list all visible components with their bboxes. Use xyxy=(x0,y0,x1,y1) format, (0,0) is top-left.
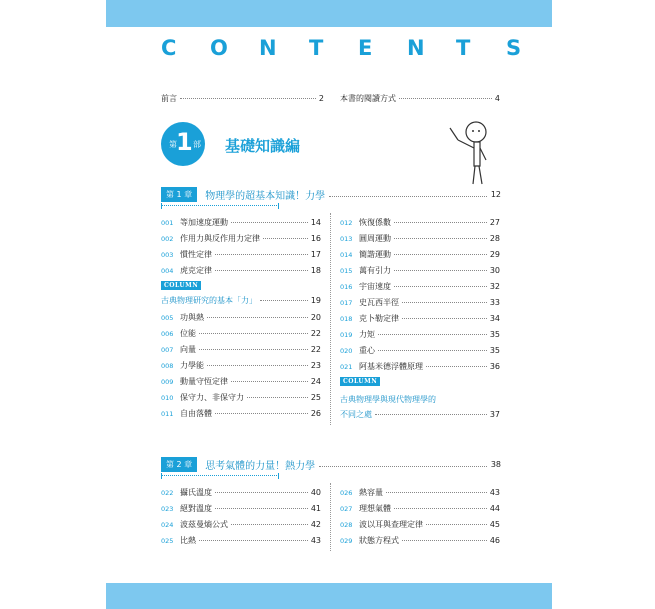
toc-entry[interactable]: 009 動量守恆定律 24 xyxy=(161,377,321,386)
contents-title xyxy=(106,36,552,62)
toc-entry[interactable]: 004 虎克定律 18 xyxy=(161,266,321,275)
toc-entry[interactable]: 026 熱容量 43 xyxy=(340,488,500,497)
chapter-1-heading[interactable] xyxy=(161,187,501,202)
part-title: 基礎知識編 xyxy=(225,137,301,155)
toc-entry[interactable]: 025 比熱 43 xyxy=(161,536,321,545)
toc-entry[interactable]: 016 宇宙速度 32 xyxy=(340,282,500,291)
title-letter: T xyxy=(309,36,324,60)
toc-entry[interactable]: 024 波茲曼熵公式 42 xyxy=(161,520,321,529)
title-letter: E xyxy=(358,36,373,60)
bottom-color-band xyxy=(106,583,552,609)
toc-entry[interactable]: 005 功與熱 20 xyxy=(161,313,321,322)
toc-entry[interactable]: 017 史瓦西半徑 33 xyxy=(340,298,500,307)
chapter-label: 第 1 章 xyxy=(161,187,197,202)
chapter-title: 物理學的超基本知識！力學 xyxy=(205,191,326,202)
chapter-underline xyxy=(161,475,279,476)
toc-entry-column-line1[interactable]: 古典物理學與現代物理學的 xyxy=(340,395,436,404)
column-badge: COLUMN xyxy=(161,281,201,290)
toc-entry[interactable]: 001 等加速度運動 14 xyxy=(161,218,321,227)
toc-entry-column-line2[interactable]: 不同之處 37 xyxy=(340,410,500,419)
toc-entry[interactable]: 006 位能 22 xyxy=(161,329,321,338)
book-page xyxy=(106,0,552,609)
toc-entry[interactable]: 028 波以耳與查理定律 45 xyxy=(340,520,500,529)
chapter-page: 38 xyxy=(490,460,501,469)
entry-page: 4 xyxy=(494,94,500,103)
entry-page: 2 xyxy=(318,94,324,103)
top-color-band xyxy=(106,0,552,27)
toc-entry-how-to-read[interactable] xyxy=(340,93,500,104)
chapter-page: 12 xyxy=(490,190,501,199)
toc-entry[interactable]: 029 狀態方程式 46 xyxy=(340,536,500,545)
toc-entry[interactable]: 018 克卜勒定律 34 xyxy=(340,314,500,323)
toc-entry[interactable]: 011 自由落體 26 xyxy=(161,409,321,418)
toc-entry[interactable]: 008 力學能 23 xyxy=(161,361,321,370)
toc-entry[interactable]: 010 保守力、非保守力 25 xyxy=(161,393,321,402)
toc-entry[interactable]: 003 慣性定律 17 xyxy=(161,250,321,259)
title-letter: N xyxy=(259,36,277,60)
toc-entry[interactable]: 013 圓周運動 28 xyxy=(340,234,500,243)
title-letter: N xyxy=(407,36,425,60)
entry-title: 本書的閱讀方式 xyxy=(340,94,396,103)
toc-entry-column[interactable]: 古典物理研究的基本「力」 19 xyxy=(161,296,321,305)
part-badge: 第 1 部 xyxy=(161,122,205,166)
toc-entry[interactable]: 002 作用力與反作用力定律 16 xyxy=(161,234,321,243)
chapter-label: 第 2 章 xyxy=(161,457,197,472)
toc-entry[interactable]: 021 阿基米德浮體原理 36 xyxy=(340,362,500,371)
toc-entry[interactable]: 012 恢復係數 27 xyxy=(340,218,500,227)
chapter-underline xyxy=(161,205,279,206)
toc-entry[interactable]: 020 重心 35 xyxy=(340,346,500,355)
toc-entry[interactable]: 022 攝氏溫度 40 xyxy=(161,488,321,497)
toc-entry[interactable]: 023 絕對溫度 41 xyxy=(161,504,321,513)
toc-entry-preface[interactable] xyxy=(161,93,324,104)
column-divider xyxy=(330,213,331,425)
chapter-title: 思考氣體的力量！熱力學 xyxy=(205,461,316,472)
chapter-2-heading[interactable] xyxy=(161,457,501,472)
toc-entry[interactable]: 027 理想氣體 44 xyxy=(340,504,500,513)
title-letter: S xyxy=(506,36,522,60)
entry-title: 前言 xyxy=(161,94,177,103)
toc-entry[interactable]: 019 力矩 35 xyxy=(340,330,500,339)
toc-entry[interactable]: 014 簡諧運動 29 xyxy=(340,250,500,259)
stick-figure-illustration xyxy=(446,118,492,188)
column-badge: COLUMN xyxy=(340,377,380,386)
title-letter: T xyxy=(456,36,471,60)
column-divider xyxy=(330,483,331,551)
toc-entry[interactable]: 007 向量 22 xyxy=(161,345,321,354)
title-letter: C xyxy=(161,36,177,60)
toc-entry[interactable]: 015 萬有引力 30 xyxy=(340,266,500,275)
title-letter: O xyxy=(210,36,228,60)
